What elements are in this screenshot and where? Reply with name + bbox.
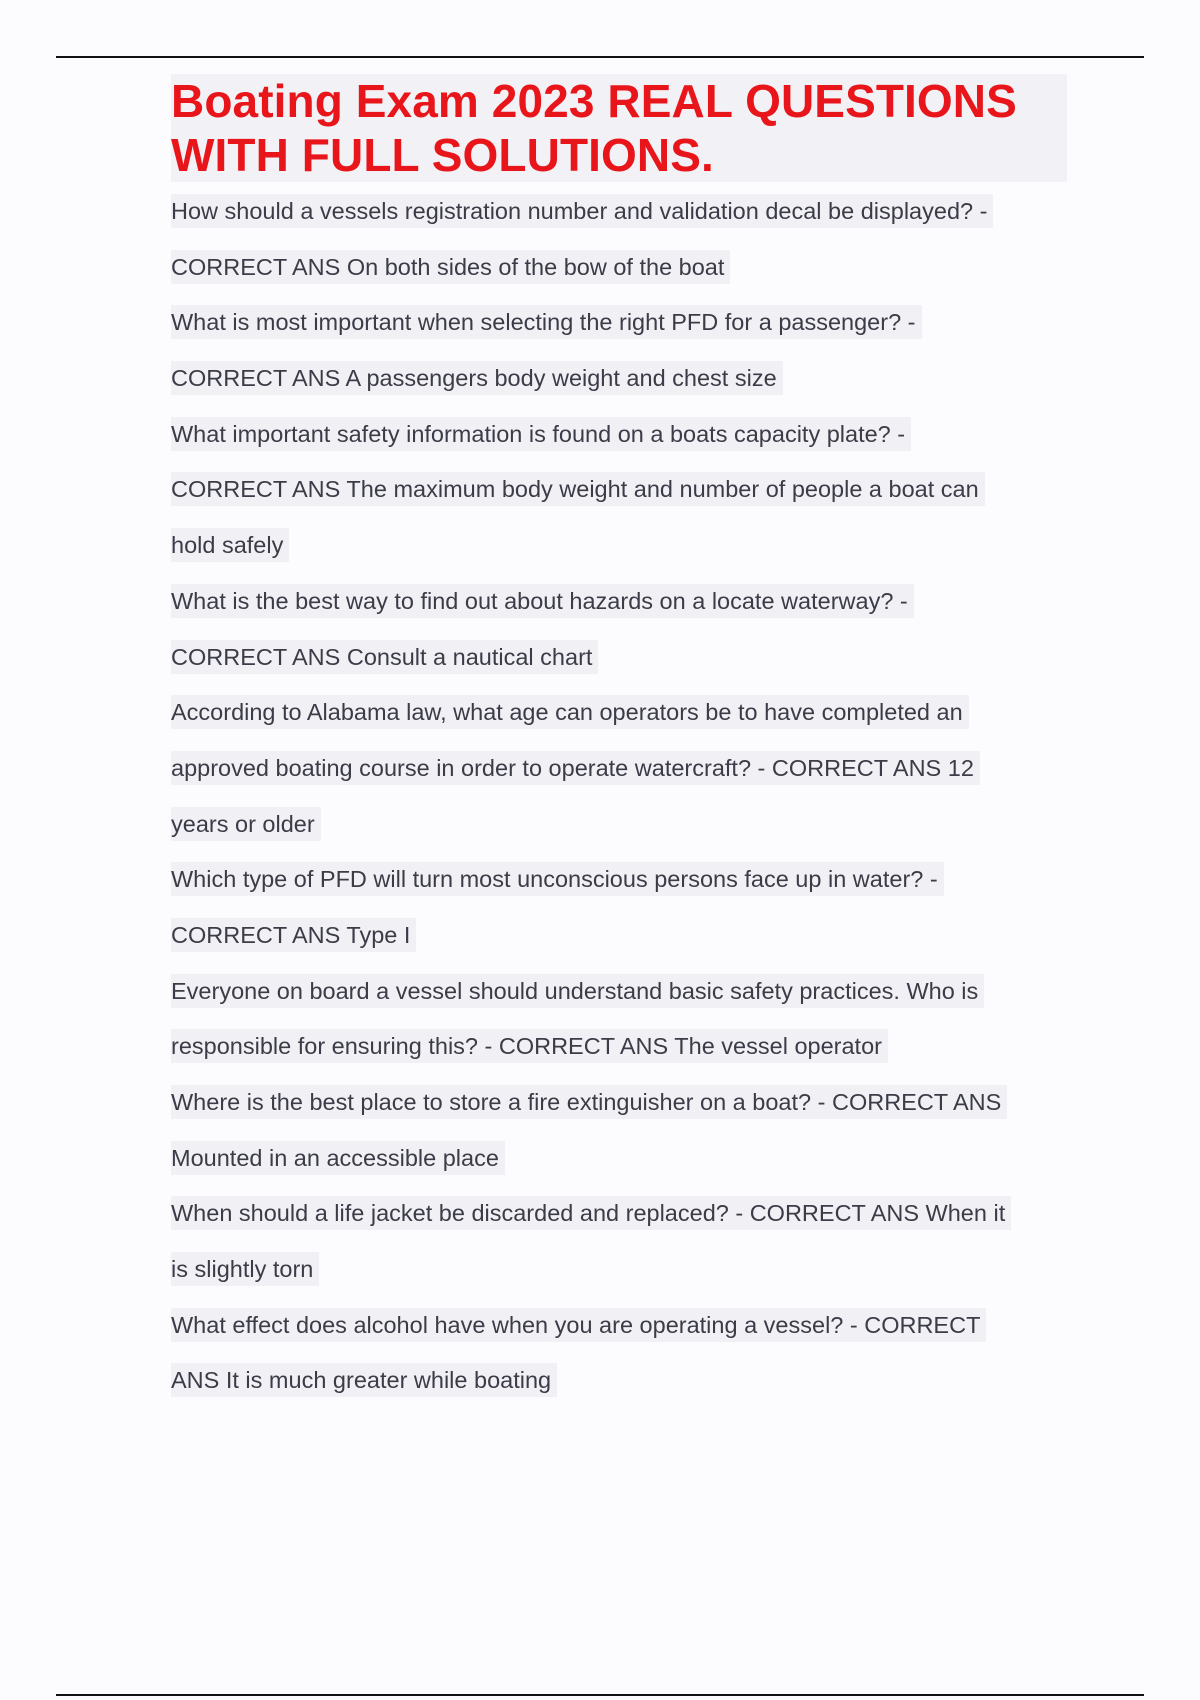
question-line: What is most important when selecting the right PFD for a passenger? - [171,295,1071,351]
question-line: What important safety information is found on a boats capacity plate? - [171,407,1071,463]
question-answer-line: responsible for ensuring this? - CORRECT ANS The vessel operator [171,1019,1071,1075]
answer-line: ANS It is much greater while boating [171,1353,1071,1409]
answer-line: CORRECT ANS The maximum body weight and number of people a boat can [171,462,1071,518]
answer-line: Mounted in an accessible place [171,1131,1071,1187]
answer-line: CORRECT ANS Type I [171,908,1071,964]
question-line: What is the best way to find out about hazards on a locate waterway? - [171,574,1071,630]
answer-line: CORRECT ANS Consult a nautical chart [171,630,1071,686]
document-title: Boating Exam 2023 REAL QUESTIONS WITH FULL SOLUTIONS. [171,74,1067,182]
question-line: Which type of PFD will turn most unconscious persons face up in water? - [171,852,1071,908]
question-line: Everyone on board a vessel should understand basic safety practices. Who is [171,964,1071,1020]
document-body [171,74,1071,1409]
answer-line: hold safely [171,518,1071,574]
question-answer-line: What effect does alcohol have when you are operating a vessel? - CORRECT [171,1298,1071,1354]
qa-list [171,184,1071,1409]
question-line: How should a vessels registration number and validation decal be displayed? - [171,184,1071,240]
question-answer-line: When should a life jacket be discarded and replaced? - CORRECT ANS When it [171,1186,1071,1242]
top-rule [56,56,1144,58]
question-answer-line: Where is the best place to store a fire extinguisher on a boat? - CORRECT ANS [171,1075,1071,1131]
question-line: According to Alabama law, what age can operators be to have completed an [171,685,1071,741]
answer-line: CORRECT ANS On both sides of the bow of the boat [171,240,1071,296]
answer-line: is slightly torn [171,1242,1071,1298]
question-answer-line: approved boating course in order to operate watercraft? - CORRECT ANS 12 [171,741,1071,797]
bottom-rule [56,1694,1144,1696]
answer-line: years or older [171,797,1071,853]
answer-line: CORRECT ANS A passengers body weight and chest size [171,351,1071,407]
